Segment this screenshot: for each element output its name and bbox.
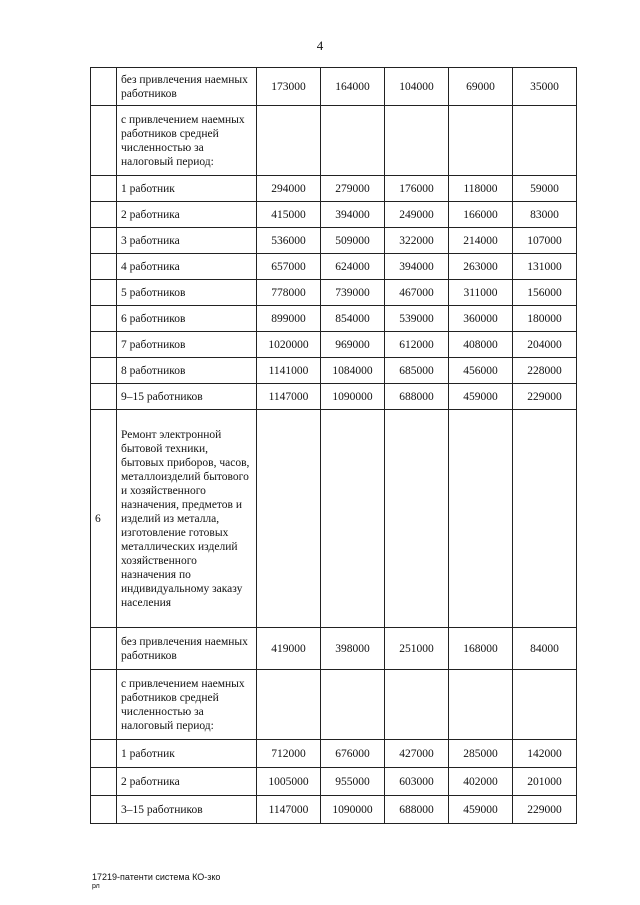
- rate-value-cell: 69000: [449, 68, 513, 106]
- row-description: 4 работника: [117, 254, 257, 280]
- rate-value-cell: 509000: [321, 228, 385, 254]
- patent-rates-table: [90, 67, 577, 824]
- rate-value-cell: 1005000: [257, 768, 321, 796]
- rate-value-cell: [385, 670, 449, 740]
- row-number: [91, 202, 117, 228]
- row-number: [91, 176, 117, 202]
- rate-value-cell: 251000: [385, 628, 449, 670]
- row-number: [91, 796, 117, 824]
- row-number: [91, 254, 117, 280]
- rate-value-cell: 712000: [257, 740, 321, 768]
- rate-value-cell: 201000: [513, 768, 577, 796]
- table-row: [91, 106, 577, 176]
- rate-value-cell: 1090000: [321, 384, 385, 410]
- row-number: [91, 68, 117, 106]
- rate-value-cell: 612000: [385, 332, 449, 358]
- row-description: 9–15 работников: [117, 384, 257, 410]
- rate-value-cell: 1020000: [257, 332, 321, 358]
- row-description: без привлечения наемных работников: [117, 68, 257, 106]
- rate-value-cell: [449, 670, 513, 740]
- rate-value-cell: 1090000: [321, 796, 385, 824]
- row-number: [91, 768, 117, 796]
- rate-value-cell: [385, 106, 449, 176]
- rate-value-cell: 415000: [257, 202, 321, 228]
- row-description: с привлечением наемных работников средней численностью за налоговый период:: [117, 106, 257, 176]
- table-row: [91, 670, 577, 740]
- rate-value-cell: 657000: [257, 254, 321, 280]
- rate-value-cell: 394000: [321, 202, 385, 228]
- rate-value-cell: 118000: [449, 176, 513, 202]
- rate-value-cell: 459000: [449, 796, 513, 824]
- rate-value-cell: 311000: [449, 280, 513, 306]
- rate-value-cell: 84000: [513, 628, 577, 670]
- rate-value-cell: 107000: [513, 228, 577, 254]
- rate-value-cell: 168000: [449, 628, 513, 670]
- rate-value-cell: 229000: [513, 384, 577, 410]
- row-description: 1 работник: [117, 176, 257, 202]
- row-description: 6 работников: [117, 306, 257, 332]
- rate-value-cell: 104000: [385, 68, 449, 106]
- table-row: [91, 68, 577, 106]
- row-number: [91, 628, 117, 670]
- table-row: [91, 332, 577, 358]
- row-description: 5 работников: [117, 280, 257, 306]
- rate-value-cell: 164000: [321, 68, 385, 106]
- row-number: [91, 106, 117, 176]
- rate-value-cell: 294000: [257, 176, 321, 202]
- table-row: [91, 410, 577, 628]
- table-row: [91, 202, 577, 228]
- rate-value-cell: [449, 106, 513, 176]
- rate-value-cell: 419000: [257, 628, 321, 670]
- row-description: 3–15 работников: [117, 796, 257, 824]
- rate-value-cell: 166000: [449, 202, 513, 228]
- rate-value-cell: 360000: [449, 306, 513, 332]
- rate-value-cell: [513, 106, 577, 176]
- rate-value-cell: 899000: [257, 306, 321, 332]
- footer-text: 17219-патенти система КО-зко: [92, 872, 221, 882]
- row-description: 3 работника: [117, 228, 257, 254]
- row-number: [91, 332, 117, 358]
- row-description: без привлечения наемных работников: [117, 628, 257, 670]
- rate-value-cell: 279000: [321, 176, 385, 202]
- rate-value-cell: 176000: [385, 176, 449, 202]
- row-description: 7 работников: [117, 332, 257, 358]
- rate-value-cell: 1147000: [257, 384, 321, 410]
- rate-value-cell: 955000: [321, 768, 385, 796]
- rate-value-cell: [257, 410, 321, 628]
- rate-value-cell: 173000: [257, 68, 321, 106]
- rate-value-cell: 456000: [449, 358, 513, 384]
- footer: [92, 872, 220, 892]
- table-row: [91, 176, 577, 202]
- rate-value-cell: 229000: [513, 796, 577, 824]
- table-row: [91, 254, 577, 280]
- table-row: [91, 768, 577, 796]
- rate-value-cell: 969000: [321, 332, 385, 358]
- rate-value-cell: 603000: [385, 768, 449, 796]
- rate-value-cell: [257, 670, 321, 740]
- rate-value-cell: [513, 410, 577, 628]
- rate-value-cell: 539000: [385, 306, 449, 332]
- rate-value-cell: [257, 106, 321, 176]
- row-number: [91, 670, 117, 740]
- row-number: 6: [91, 410, 117, 628]
- row-number: [91, 228, 117, 254]
- rate-value-cell: 688000: [385, 384, 449, 410]
- rate-value-cell: 322000: [385, 228, 449, 254]
- rate-value-cell: [321, 410, 385, 628]
- row-description: 2 работника: [117, 768, 257, 796]
- table-row: [91, 384, 577, 410]
- row-number: [91, 306, 117, 332]
- table-row: [91, 228, 577, 254]
- rate-value-cell: 408000: [449, 332, 513, 358]
- rate-value-cell: 624000: [321, 254, 385, 280]
- row-description: 1 работник: [117, 740, 257, 768]
- rate-value-cell: 688000: [385, 796, 449, 824]
- rate-value-cell: 35000: [513, 68, 577, 106]
- rate-value-cell: 398000: [321, 628, 385, 670]
- table-row: [91, 306, 577, 332]
- page-number: 4: [316, 38, 324, 53]
- rate-value-cell: 59000: [513, 176, 577, 202]
- rate-value-cell: 180000: [513, 306, 577, 332]
- rate-value-cell: 263000: [449, 254, 513, 280]
- row-description: 8 работников: [117, 358, 257, 384]
- row-description: Ремонт электронной бытовой техники, бытовых приборов, часов, металлоизделий бытового и хозяйственного назначения, предметов и изделий из металла, изготовление готовых металлических изделий хозяйственного назначения по индивидуальному заказу населения: [117, 410, 257, 628]
- row-number: [91, 740, 117, 768]
- rate-value-cell: 394000: [385, 254, 449, 280]
- rate-value-cell: [321, 106, 385, 176]
- table-row: [91, 796, 577, 824]
- table-row: [91, 358, 577, 384]
- rate-value-cell: 685000: [385, 358, 449, 384]
- rate-value-cell: 854000: [321, 306, 385, 332]
- table-row: [91, 628, 577, 670]
- rate-value-cell: 83000: [513, 202, 577, 228]
- rate-value-cell: 228000: [513, 358, 577, 384]
- rate-value-cell: 459000: [449, 384, 513, 410]
- rate-value-cell: 285000: [449, 740, 513, 768]
- rate-value-cell: 739000: [321, 280, 385, 306]
- rate-value-cell: [385, 410, 449, 628]
- rate-value-cell: 536000: [257, 228, 321, 254]
- rate-value-cell: 214000: [449, 228, 513, 254]
- rate-value-cell: [513, 670, 577, 740]
- row-number: [91, 384, 117, 410]
- row-number: [91, 358, 117, 384]
- rate-value-cell: 249000: [385, 202, 449, 228]
- row-description: с привлечением наемных работников средней численностью за налоговый период:: [117, 670, 257, 740]
- rate-value-cell: 156000: [513, 280, 577, 306]
- table-row: [91, 280, 577, 306]
- rate-value-cell: 427000: [385, 740, 449, 768]
- rate-value-cell: 131000: [513, 254, 577, 280]
- rate-value-cell: 204000: [513, 332, 577, 358]
- rate-value-cell: 1084000: [321, 358, 385, 384]
- row-number: [91, 280, 117, 306]
- rate-value-cell: [449, 410, 513, 628]
- rate-value-cell: 676000: [321, 740, 385, 768]
- table-row: [91, 740, 577, 768]
- rate-value-cell: [321, 670, 385, 740]
- rate-value-cell: 142000: [513, 740, 577, 768]
- rate-value-cell: 778000: [257, 280, 321, 306]
- rate-value-cell: 1141000: [257, 358, 321, 384]
- rate-value-cell: 467000: [385, 280, 449, 306]
- row-description: 2 работника: [117, 202, 257, 228]
- rate-value-cell: 402000: [449, 768, 513, 796]
- footer-mark: рл: [92, 883, 100, 890]
- rate-value-cell: 1147000: [257, 796, 321, 824]
